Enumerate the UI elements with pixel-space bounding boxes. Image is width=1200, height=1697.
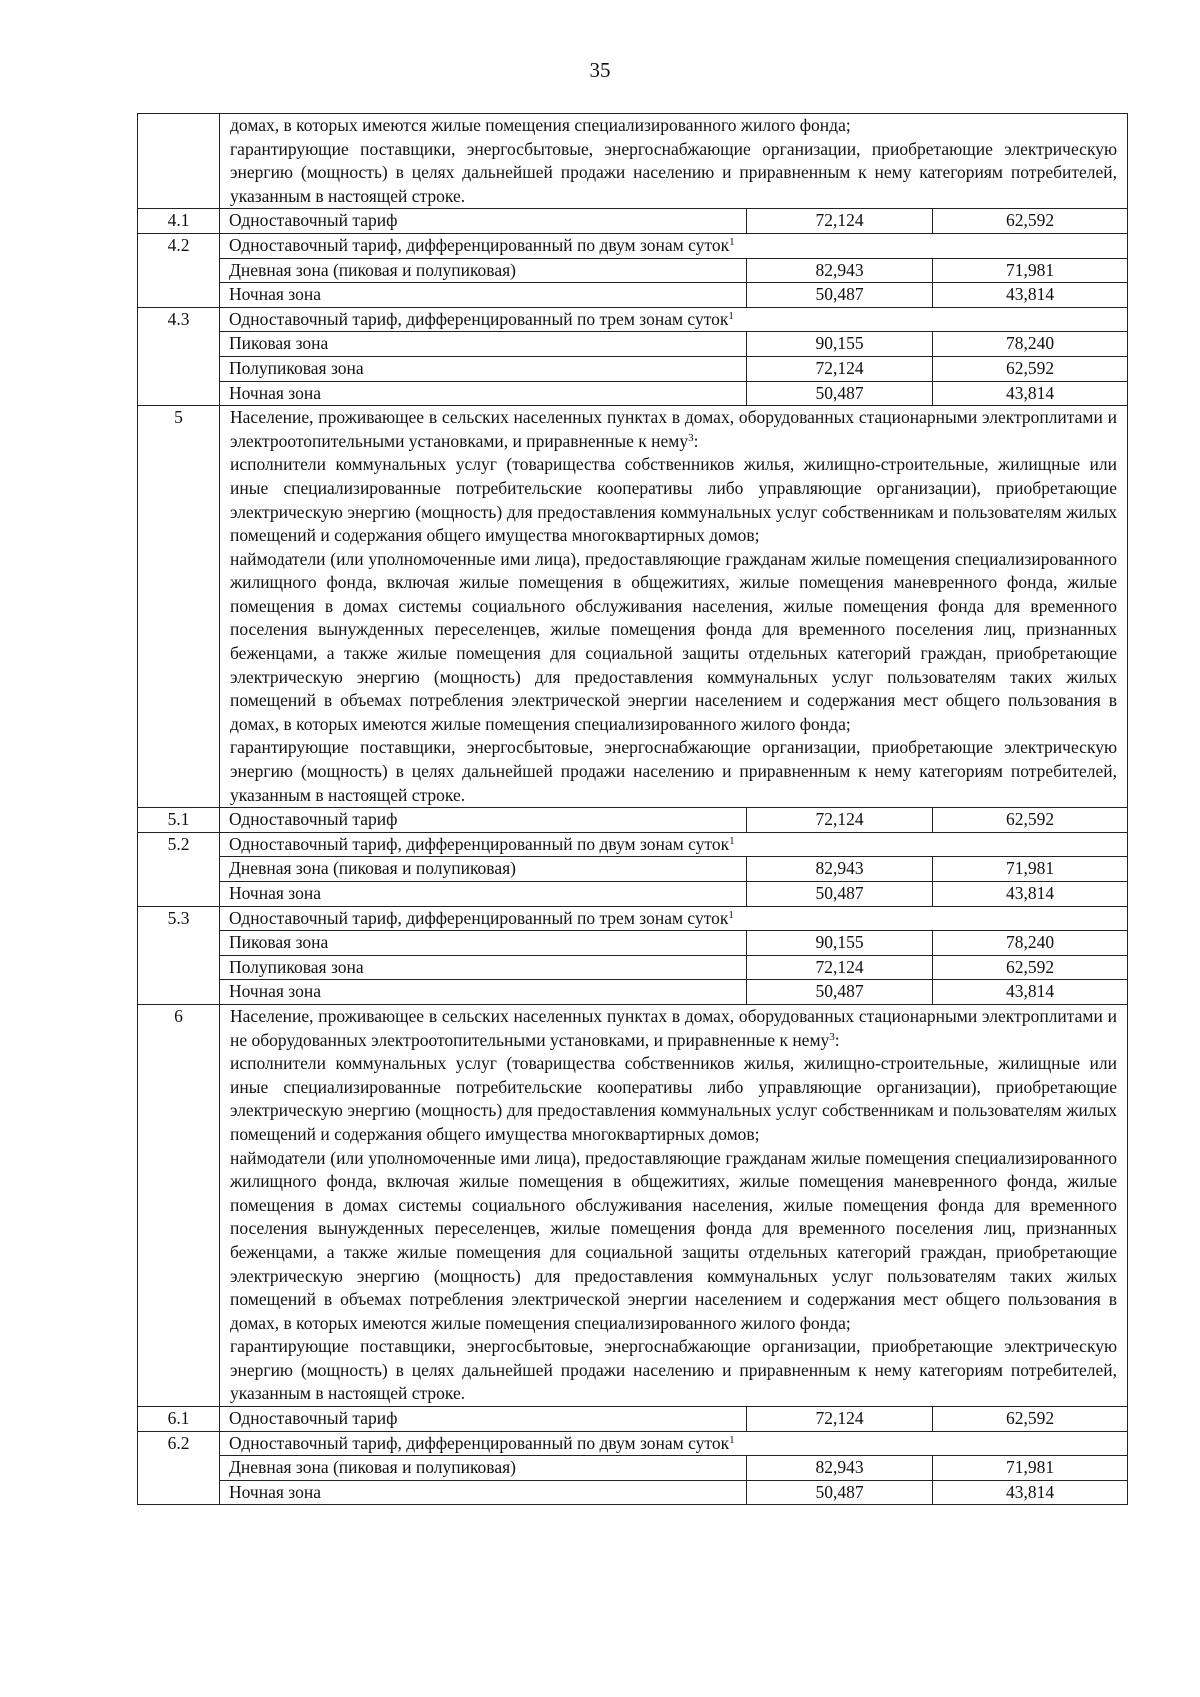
footnote-mark: 1 bbox=[729, 834, 735, 847]
tariff-value-1: 72,124 bbox=[747, 356, 933, 381]
page-number: 35 bbox=[589, 58, 611, 82]
tariff-value-1: 72,124 bbox=[747, 808, 933, 833]
row-number: 6.1 bbox=[138, 1407, 220, 1432]
zone-label: Дневная зона (пиковая и полупиковая) bbox=[220, 857, 747, 882]
description-paragraph: домах, в которых имеются жилые помещения специализированного жилого фонда; bbox=[230, 115, 851, 135]
table-row bbox=[138, 955, 1128, 980]
row-number: 4.2 bbox=[138, 233, 220, 307]
table-row bbox=[138, 209, 1128, 234]
table-row bbox=[138, 832, 1128, 857]
zone-label: Полупиковая зона bbox=[220, 356, 747, 381]
table-row bbox=[138, 114, 1128, 209]
table-row bbox=[138, 1480, 1128, 1505]
tariff-value-1: 50,487 bbox=[747, 381, 933, 406]
tariff-label: Одноставочный тариф, дифференцированный по двум зонам суток$^1$ bbox=[220, 233, 1128, 258]
tariff-label: Одноставочный тариф, дифференцированный по двум зонам суток$^1$ bbox=[220, 1431, 1128, 1456]
table-row bbox=[138, 332, 1128, 357]
category-description bbox=[220, 1004, 1128, 1406]
description-paragraph: исполнители коммунальных услуг (товарищества собственников жилья, жилищно-строительные, жилищные или иные специализированные потребительские кооперативы либо управляющие организации), приобретающие электрическую энергию (мощность) для предоставления коммунальных услуг собственникам и пользователям жилых помещений и содержания общего имущества многоквартирных домов; bbox=[230, 454, 1118, 546]
category-description bbox=[220, 114, 1128, 209]
row-number: 5.1 bbox=[138, 808, 220, 833]
tariff-value-1: 50,487 bbox=[747, 882, 933, 907]
table-row bbox=[138, 283, 1128, 308]
row-number: 5.2 bbox=[138, 832, 220, 906]
tariff-value-2: 78,240 bbox=[933, 931, 1128, 956]
footnote-mark: 3 bbox=[688, 431, 694, 444]
tariff-value-1: 72,124 bbox=[747, 209, 933, 234]
zone-label: Дневная зона (пиковая и полупиковая) bbox=[220, 1456, 747, 1481]
tariff-value-1: 72,124 bbox=[747, 1407, 933, 1432]
tariff-value-2: 43,814 bbox=[933, 381, 1128, 406]
footnote-mark: 1 bbox=[728, 908, 734, 921]
footnote-mark: 3 bbox=[829, 1030, 835, 1043]
table-row bbox=[138, 381, 1128, 406]
tariff-label: Одноставочный тариф, дифференцированный по трем зонам суток$^1$ bbox=[220, 307, 1128, 332]
tariff-value-2: 62,592 bbox=[933, 209, 1128, 234]
tariff-value-1: 50,487 bbox=[747, 980, 933, 1005]
zone-label: Ночная зона bbox=[220, 1480, 747, 1505]
table-row bbox=[138, 406, 1128, 808]
tariff-value-2: 71,981 bbox=[933, 1456, 1128, 1481]
tariff-table bbox=[137, 113, 1128, 1505]
tariff-value-2: 62,592 bbox=[933, 955, 1128, 980]
zone-label: Ночная зона bbox=[220, 283, 747, 308]
table-row bbox=[138, 307, 1128, 332]
table-row bbox=[138, 980, 1128, 1005]
row-number: 4.1 bbox=[138, 209, 220, 234]
tariff-value-1: 82,943 bbox=[747, 258, 933, 283]
footnote-mark: 1 bbox=[728, 309, 734, 322]
zone-label: Ночная зона bbox=[220, 980, 747, 1005]
tariff-label: Одноставочный тариф, дифференцированный по трем зонам суток$^1$ bbox=[220, 906, 1128, 931]
row-number bbox=[138, 114, 220, 209]
description-paragraph: гарантирующие поставщики, энергосбытовые, энергоснабжающие организации, приобретающие электрическую энергию (мощность) в целях дальнейшей продажи населению и приравненным к нему категориям потребителей, указанным в настоящей строке. bbox=[230, 138, 1118, 206]
table-row bbox=[138, 857, 1128, 882]
tariff-value-1: 82,943 bbox=[747, 1456, 933, 1481]
description-paragraph: наймодатели (или уполномоченные ими лица), предоставляющие гражданам жилые помещения специализированного жилищного фонда, включая жилые помещения в общежитиях, жилые помещения маневренного фонда, жилые помещения в домах системы социального обслуживания населения, жилые помещения фонда для временного поселения вынужденных переселенцев, жилые помещения фонда для временного поселения лиц, признанных беженцами, а также жилые помещения для социальной защиты отдельных категорий граждан, приобретающие электрическую энергию (мощность) для предоставления коммунальных услуг пользователям таких жилых помещений в объемах потребления электрической энергии населением и содержания мест общего пользования в домах, в которых имеются жилые помещения специализированного жилого фонда; bbox=[230, 1147, 1118, 1333]
table-row bbox=[138, 808, 1128, 833]
row-number: 5 bbox=[138, 406, 220, 808]
tariff-value-2: 62,592 bbox=[933, 808, 1128, 833]
table-row bbox=[138, 882, 1128, 907]
row-number: 6.2 bbox=[138, 1431, 220, 1505]
table-row bbox=[138, 233, 1128, 258]
footnote-mark: 1 bbox=[729, 1433, 735, 1446]
description-paragraph: гарантирующие поставщики, энергосбытовые, энергоснабжающие организации, приобретающие электрическую энергию (мощность) в целях дальнейшей продажи населению и приравненным к нему категориям потребителей, указанным в настоящей строке. bbox=[230, 737, 1118, 805]
footnote-mark: 1 bbox=[729, 235, 735, 248]
tariff-value-2: 62,592 bbox=[933, 1407, 1128, 1432]
table-row bbox=[138, 1004, 1128, 1406]
tariff-value-2: 78,240 bbox=[933, 332, 1128, 357]
category-description bbox=[220, 406, 1128, 808]
tariff-value-2: 43,814 bbox=[933, 882, 1128, 907]
tariff-value-1: 90,155 bbox=[747, 931, 933, 956]
tariff-label: Одноставочный тариф, дифференцированный по двум зонам суток$^1$ bbox=[220, 832, 1128, 857]
table-row bbox=[138, 1431, 1128, 1456]
tariff-value-2: 43,814 bbox=[933, 1480, 1128, 1505]
row-number: 6 bbox=[138, 1004, 220, 1406]
tariff-value-2: 62,592 bbox=[933, 356, 1128, 381]
zone-label: Ночная зона bbox=[220, 381, 747, 406]
tariff-value-1: 90,155 bbox=[747, 332, 933, 357]
description-paragraph: наймодатели (или уполномоченные ими лица), предоставляющие гражданам жилые помещения специализированного жилищного фонда, включая жилые помещения в общежитиях, жилые помещения маневренного фонда, жилые помещения в домах системы социального обслуживания населения, жилые помещения фонда для временного поселения вынужденных переселенцев, жилые помещения фонда для временного поселения лиц, признанных беженцами, а также жилые помещения для социальной защиты отдельных категорий граждан, приобретающие электрическую энергию (мощность) для предоставления коммунальных услуг пользователям таких жилых помещений в объемах потребления электрической энергии населением и содержания мест общего пользования в домах, в которых имеются жилые помещения специализированного жилого фонда; bbox=[230, 548, 1118, 734]
description-paragraph: исполнители коммунальных услуг (товарищества собственников жилья, жилищно-строительные, жилищные или иные специализированные потребительские кооперативы либо управляющие организации), приобретающие электрическую энергию (мощность) для предоставления коммунальных услуг собственникам и пользователям жилых помещений и содержания общего имущества многоквартирных домов; bbox=[230, 1053, 1118, 1144]
table-row bbox=[138, 931, 1128, 956]
table-row bbox=[138, 1407, 1128, 1432]
tariff-value-1: 50,487 bbox=[747, 283, 933, 308]
tariff-value-2: 71,981 bbox=[933, 258, 1128, 283]
tariff-value-1: 50,487 bbox=[747, 1480, 933, 1505]
description-paragraph: гарантирующие поставщики, энергосбытовые, энергоснабжающие организации, приобретающие электрическую энергию (мощность) в целях дальнейшей продажи населению и приравненным к нему категориям потребителей, указанным в настоящей строке. bbox=[230, 1336, 1118, 1404]
tariff-label: Одноставочный тариф bbox=[220, 808, 747, 833]
table-row bbox=[138, 356, 1128, 381]
row-number: 4.3 bbox=[138, 307, 220, 405]
table-row bbox=[138, 258, 1128, 283]
zone-label: Пиковая зона bbox=[220, 931, 747, 956]
tariff-value-1: 72,124 bbox=[747, 955, 933, 980]
zone-label: Дневная зона (пиковая и полупиковая) bbox=[220, 258, 747, 283]
table-row bbox=[138, 906, 1128, 931]
tariff-value-2: 43,814 bbox=[933, 980, 1128, 1005]
row-number: 5.3 bbox=[138, 906, 220, 1004]
tariff-value-2: 71,981 bbox=[933, 857, 1128, 882]
category-heading: Население, проживающее в сельских населенных пунктах в домах, оборудованных стационарными электроплитами и электроотопительными установками, и приравненные к нему$^3$: bbox=[230, 407, 1118, 451]
category-heading: Население, проживающее в сельских населенных пунктах в домах, оборудованных стационарными электроплитами и не оборудованных электроотопительными установками, и приравненные к нему$^3$: bbox=[230, 1005, 1118, 1050]
tariff-label: Одноставочный тариф bbox=[220, 209, 747, 234]
tariff-value-1: 82,943 bbox=[747, 857, 933, 882]
zone-label: Ночная зона bbox=[220, 882, 747, 907]
zone-label: Пиковая зона bbox=[220, 332, 747, 357]
tariff-label: Одноставочный тариф bbox=[220, 1407, 747, 1432]
table-row bbox=[138, 1456, 1128, 1481]
tariff-value-2: 43,814 bbox=[933, 283, 1128, 308]
zone-label: Полупиковая зона bbox=[220, 955, 747, 980]
